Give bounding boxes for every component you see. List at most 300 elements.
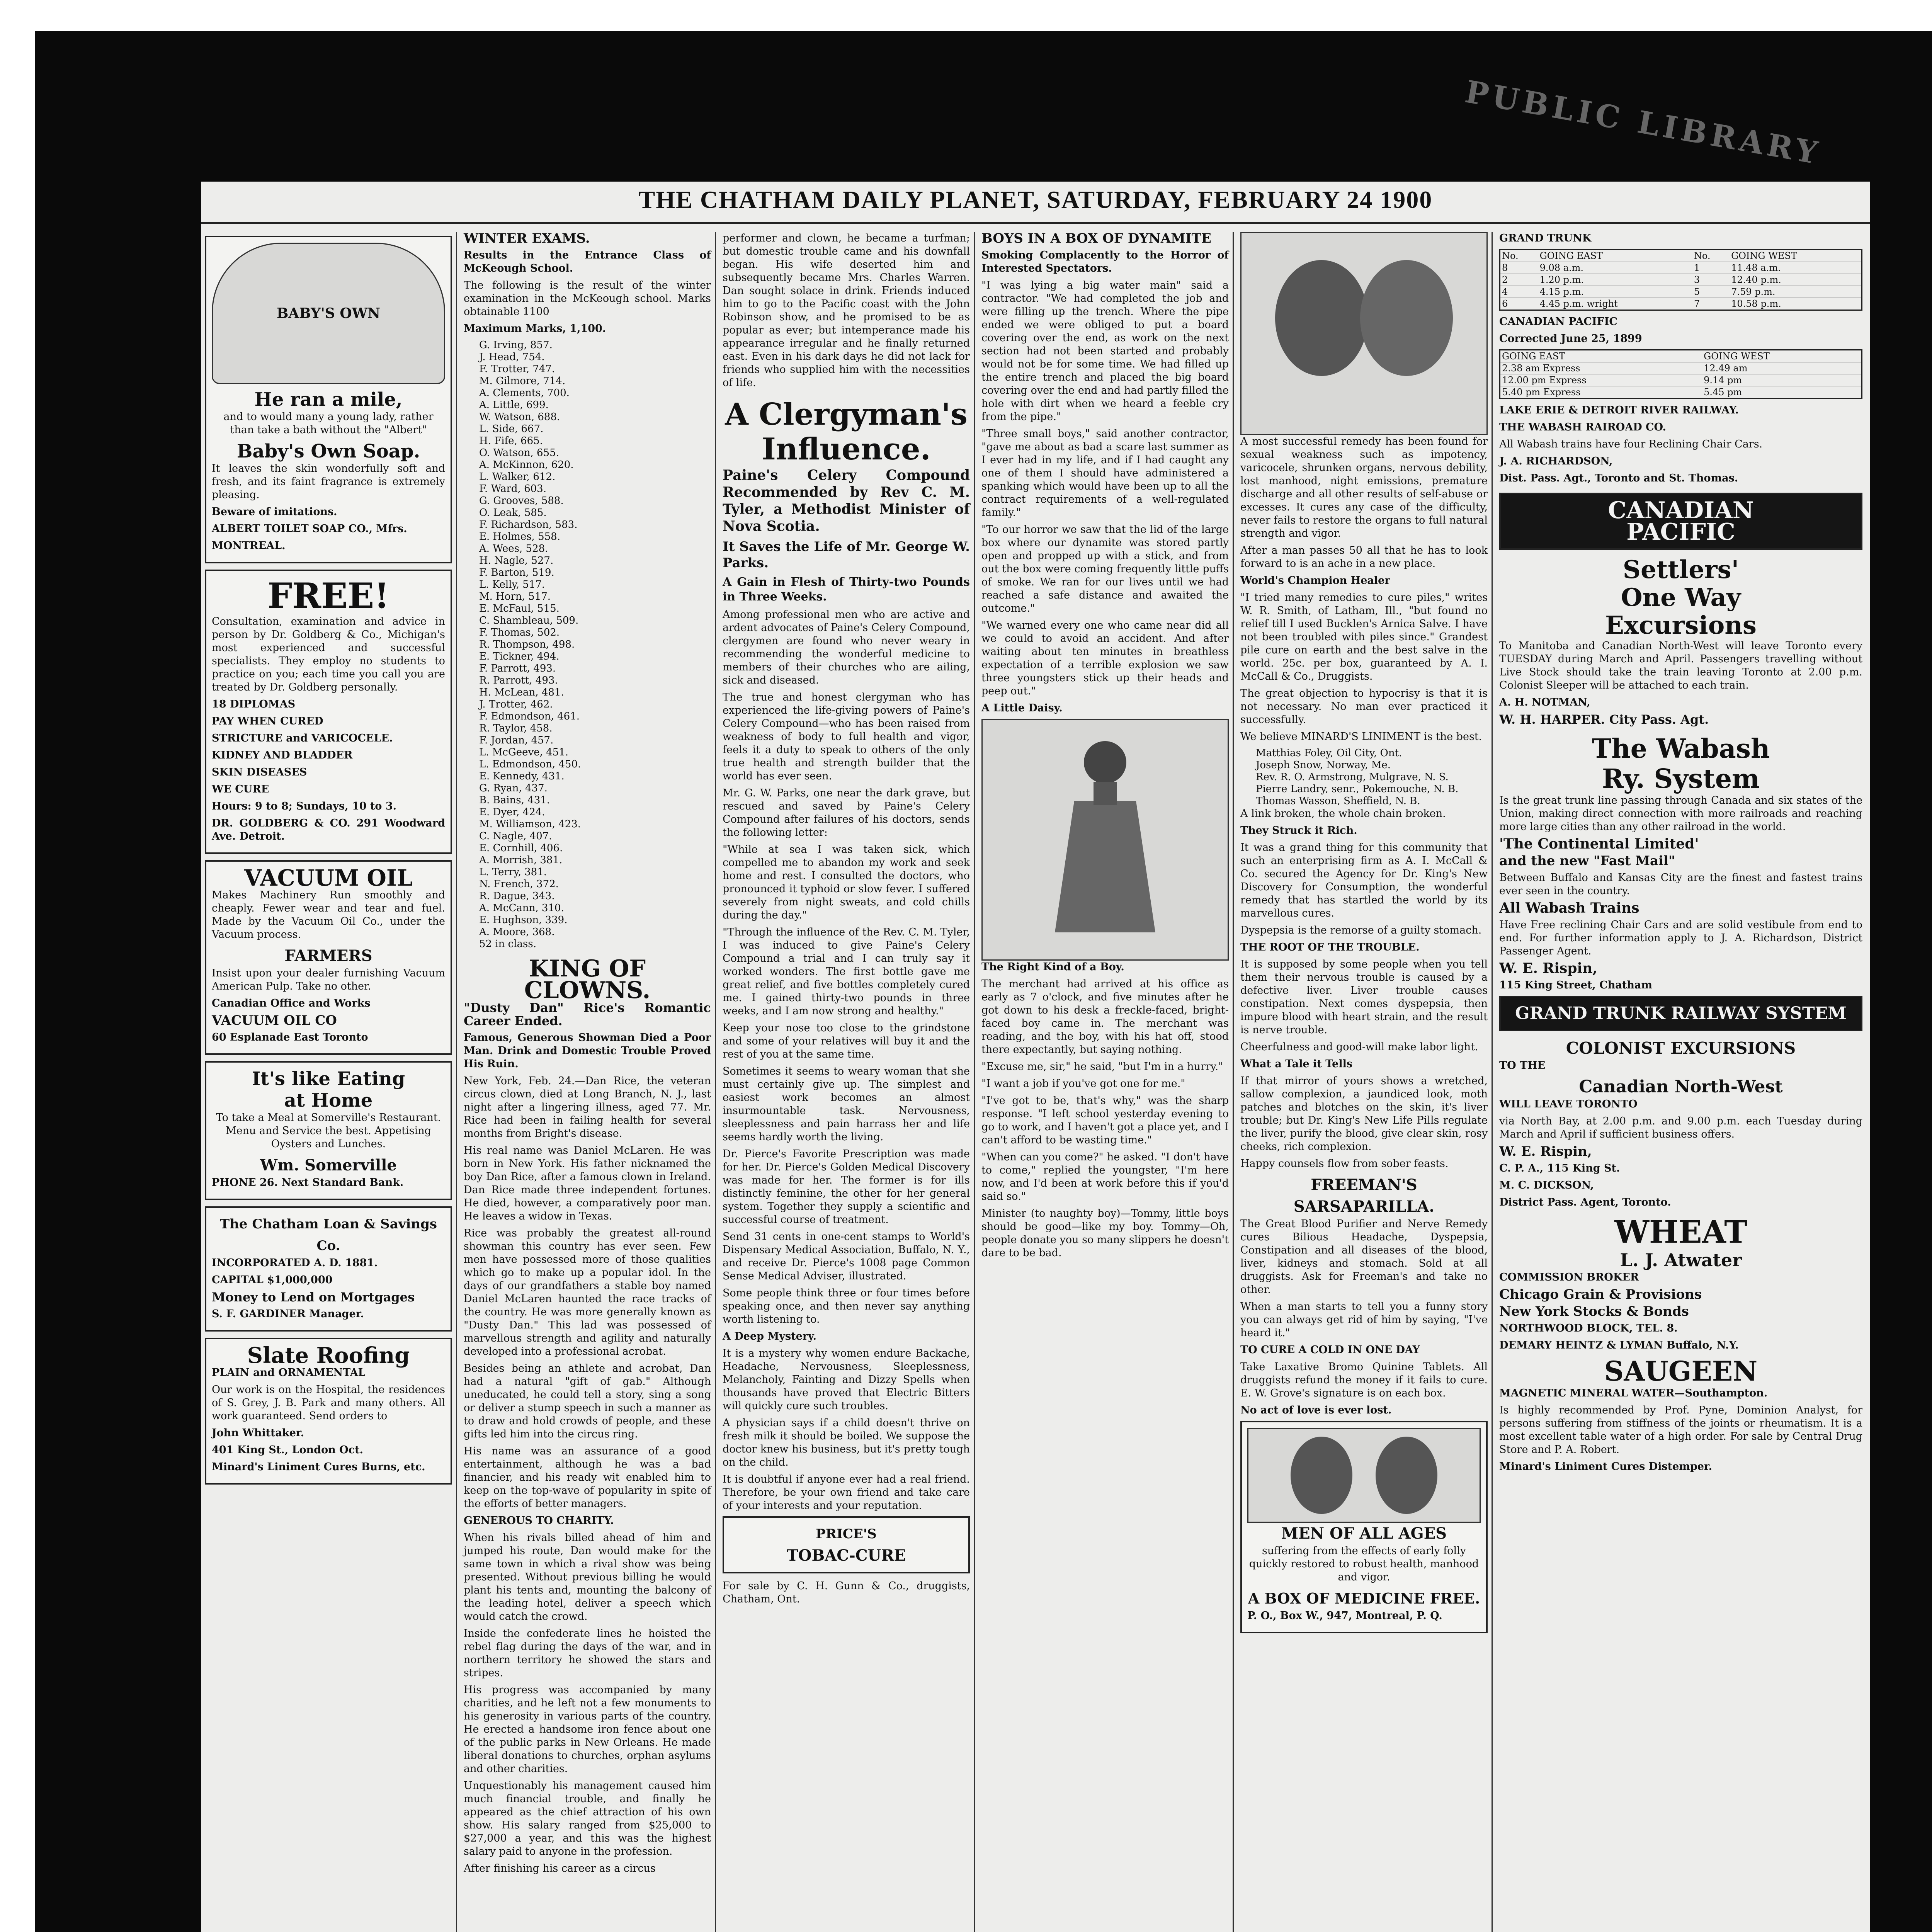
timetable-cell: 12.00 pm Express (1500, 374, 1702, 386)
eating-phone: PHONE 26. Next Standard Bank. (212, 1177, 404, 1189)
timetable-row (1500, 362, 1862, 374)
timetable-row (1500, 374, 1862, 386)
boy-caption: The Right Kind of a Boy. (981, 961, 1124, 973)
clowns-generous: GENEROUS TO CHARITY. (464, 1515, 614, 1527)
grain: Chicago Grain & Provisions (1499, 1287, 1702, 1302)
free-headline: FREE! (267, 575, 389, 616)
clergy-sub2: It Saves the Life of Mr. George W. Parks. (723, 539, 970, 571)
stocks: New York Stocks & Bonds (1499, 1304, 1689, 1319)
men-heads-icon (1267, 1433, 1461, 1518)
timetable-cell: 2 (1500, 274, 1538, 286)
settlers-body: To Manitoba and Canadian North-West will leave Toronto every TUESDAY during March and April. Passengers travelling without Live Stock should take the train leaving Toronto at 2.00 p.m. Colonist Sleeper will be attached to each train. (1499, 640, 1862, 691)
timetable-cell: GOING EAST (1500, 350, 1702, 362)
loan-sign: S. F. GARDINER Manager. (212, 1308, 364, 1320)
timetable-cell: 5.45 pm (1702, 386, 1862, 399)
exam-result-item: L. McGeeve, 451. (479, 747, 569, 758)
clowns-p2: His real name was Daniel McLaren. He was born in New York. His father nicknamed the boy Dan Rice, after a famous clown in Ireland. Dan Rice made three independent fortunes. He died, however, a comparatively poor man. He leaves a widow in Texas. (464, 1145, 711, 1222)
exam-result-item: M. Gilmore, 714. (479, 375, 566, 387)
column-rule (715, 232, 716, 1932)
remedy-p12: Happy counsels flow from sober feasts. (1240, 1158, 1449, 1170)
exam-result-item: F. Edmondson, 461. (479, 711, 580, 722)
exam-result-item: L. Edmondson, 450. (479, 759, 581, 770)
library-stamp: PUBLIC LIBRARY (1463, 73, 1825, 172)
slate-title: Slate Roofing (247, 1343, 410, 1368)
timetable-cell: No. (1500, 250, 1538, 262)
rispin-addr: 115 King Street, Chatham (1499, 979, 1652, 991)
timetable-row (1500, 350, 1862, 362)
clowns-p1: New York, Feb. 24.—Dan Rice, the veteran circus clown, died at Long Branch, N. J., last night after a lingering illness, aged 77. Mr. Rice had been in failing health for several months from Bright's disease. (464, 1075, 711, 1139)
loan-incorp: INCORPORATED A. D. 1881. (212, 1257, 378, 1269)
dickson: M. C. DICKSON, (1499, 1179, 1594, 1191)
girl-illustration (981, 719, 1229, 961)
eating-title1: It's like Eating (252, 1068, 405, 1090)
dynamite-title: BOYS IN A BOX OF DYNAMITE (981, 231, 1211, 246)
baby-product: Baby's Own Soap. (236, 440, 420, 462)
exam-result-item: M. Williamson, 423. (479, 818, 581, 830)
testimonial-name: Pierre Landry, senr., Pokemouche, N. B. (1256, 783, 1459, 795)
column-remedies (1240, 232, 1488, 1932)
magnetic: MAGNETIC MINERAL WATER—Southampton. (1499, 1387, 1768, 1399)
exam-result-item: F. Parrott, 493. (479, 663, 556, 674)
remedy-p10: Cheerfulness and good-will make labor light. (1240, 1041, 1478, 1053)
exam-result-item: E. Kennedy, 431. (479, 770, 565, 782)
tale-title: What a Tale it Tells (1240, 1058, 1353, 1070)
timetable-cell: No. (1692, 250, 1730, 262)
struck-p7: It was a grand thing for this community that such an enterprising firm as A. I. McCall & Co. secured the Agency for Dr. King's New Discovery for Consumption, the wonderful remedy that has startled the world by its marvellous cures. (1240, 842, 1488, 919)
minard-p5: We believe MINARD'S LINIMENT is the best. (1240, 731, 1482, 743)
baby-maker: ALBERT TOILET SOAP CO., Mfrs. (212, 523, 407, 535)
exam-result-item: C. Nagle, 407. (479, 830, 552, 842)
timetable-cell: 7 (1692, 298, 1730, 310)
testimonial-name: Rev. R. O. Armstrong, Mulgrave, N. S. (1256, 771, 1449, 783)
timetable-cell: GOING EAST (1538, 250, 1692, 262)
exam-result-item: E. McFaul, 515. (479, 603, 560, 614)
rispin2b: C. P. A., 115 King St. (1499, 1162, 1620, 1174)
richardson2: Dist. Pass. Agt., Toronto and St. Thomas. (1499, 472, 1738, 484)
men-free: A BOX OF MEDICINE FREE. (1248, 1590, 1480, 1607)
exam-result-item: G. Grooves, 588. (479, 495, 564, 507)
baby-beware: Beware of imitations. (212, 506, 337, 518)
column-exams-clowns (464, 232, 711, 1932)
timetable-row (1500, 262, 1862, 274)
continental-limited: 'The Continental Limited' (1499, 836, 1699, 852)
clowns-p7: Inside the confederate lines he hoisted the rebel flag during the days of the war, and in northern territory he showed the stars and stripes. (464, 1628, 711, 1679)
exam-result-item: H. Nagle, 527. (479, 555, 554, 566)
exam-result-item: A. Morrish, 381. (479, 854, 563, 866)
clergy-p10: Some people think three or four times before speaking once, and then never say anything worth listening to. (723, 1287, 970, 1325)
timetable-cell: 7.59 p.m. (1730, 286, 1862, 298)
column-ads-left (205, 232, 452, 1932)
clowns-p3: Rice was probably the greatest all-round showman this country has ever seen. Few men have possessed more of those qualities which go to make up a popular idol. In the days of our grandfathers a stable boy named Daniel McLaren haunted the race tracks of the country. He was more generally known as "Dusty Dan." This lad was possessed of marvellous strength and agility and naturally developed into a professional acrobat. (464, 1227, 711, 1357)
exam-result-item: O. Watson, 655. (479, 447, 559, 459)
column-rule (1233, 232, 1234, 1932)
vacuum-line2: Insist upon your dealer furnishing Vacuum American Pulp. Take no other. (212, 967, 445, 992)
northwood: NORTHWOOD BLOCK, TEL. 8. (1499, 1322, 1678, 1334)
dynamite-p3: "To our horror we saw that the lid of the large box where our dynamite was stored partly open and propped up with a stick, and from out the box were coming frequently little puffs of smoke. We ran for our lives until we had reached a safe distance and awaited the outcome." (981, 524, 1229, 614)
newspaper-page (201, 73, 1870, 1932)
daisy-title: A Little Daisy. (981, 702, 1063, 714)
wheat-title: WHEAT (1614, 1214, 1747, 1250)
clergy-p6: Keep your nose too close to the grindstone and some of your relatives will buy it and the rest of you at the same time. (723, 1022, 970, 1060)
exam-result-item: 52 in class. (479, 938, 537, 950)
timetable-cell: 6 (1500, 298, 1538, 310)
exam-result-item: W. Watson, 688. (479, 411, 560, 423)
cold-p15: Take Laxative Bromo Quinine Tablets. All druggists refund the money if it fails to cure. E. W. Grove's signature is on each box. (1240, 1361, 1488, 1399)
mystery-p12: A physician says if a child doesn't thrive on fresh milk it should be boiled. We suppose the doctor knew his business, but it's pretty tough on the child. (723, 1417, 970, 1468)
slate-addr: 401 King St., London Oct. (212, 1444, 363, 1456)
timetable-cell: 11.48 a.m. (1730, 262, 1862, 274)
baby-body: and to would many a young lady, rather than take a bath without the "Albert" (223, 411, 434, 436)
rispin: W. E. Rispin, (1499, 960, 1597, 976)
buffalo: DEMARY HEINTZ & LYMAN Buffalo, N.Y. (1499, 1339, 1739, 1351)
clowns-sub2: Famous, Generous Showman Died a Poor Man. Drink and Domestic Trouble Proved His Ruin. (464, 1032, 711, 1070)
timetable-cell: 1 (1692, 262, 1730, 274)
exam-result-item: M. Horn, 517. (479, 591, 551, 602)
exam-result-item: F. Trotter, 747. (479, 363, 555, 375)
northwest-sub: WILL LEAVE TORONTO (1499, 1098, 1638, 1110)
loan-title: The Chatham Loan & Savings Co. (219, 1216, 437, 1253)
rispin2: W. E. Rispin, (1499, 1144, 1592, 1159)
loan-capital (212, 1274, 445, 1287)
men-title: MEN OF ALL AGES (1281, 1524, 1447, 1543)
wabash-title2: Ry. System (1602, 764, 1760, 794)
exam-result-item: J. Head, 754. (479, 351, 545, 363)
tobac-cure-ad (723, 1516, 970, 1573)
remedy-p8: Dyspepsia is the remorse of a guilty stomach. (1240, 924, 1482, 936)
clowns-p4: Besides being an athlete and acrobat, Dan had a natural "gift of gab." Although uneducated, he could tell a story, sing a song or deliver a stump speech in such a manner as to draw and hold crowds of people, and these gifts led him into the circus ring. (464, 1362, 711, 1440)
timetable-cell: 5 (1692, 286, 1730, 298)
loan-capital-value: $1,000,000 (267, 1274, 333, 1286)
free-skin: SKIN DISEASES (212, 766, 307, 778)
men-portrait (1247, 1428, 1481, 1523)
exam-result-item: A. Little, 699. (479, 399, 549, 411)
exam-result-item: G. Ryan, 437. (479, 782, 548, 794)
settlers-title2: One Way (1621, 583, 1741, 612)
exam-result-item: R. Parrott, 493. (479, 675, 558, 686)
boy-p8: "I've got to be, that's why," was the sharp response. "I left school yesterday evening to go to work, and I haven't got a place yet, and I can't afford to be wasting time." (981, 1095, 1229, 1146)
saugeen-title: SAUGEEN (1604, 1355, 1758, 1387)
slate-foot: Minard's Liniment Cures Burns, etc. (212, 1461, 425, 1473)
root-p9: It is supposed by some people when you tell them their nervous trouble is caused by a defective liver. Liver trouble causes constipation. Next comes dyspepsia, then impure blood with heart strain, and the result is nerve trouble. (1240, 958, 1488, 1036)
exam-result-item: L. Kelly, 517. (479, 579, 545, 590)
exam-result-item: L. Terry, 381. (479, 866, 547, 878)
column-rule (456, 232, 457, 1932)
vacuum-company: VACUUM OIL CO (212, 1013, 337, 1028)
free-stricture: STRICTURE and VARICOCELE. (212, 732, 393, 744)
clergy-p4: "While at sea I was taken sick, which compelled me to abandon my work and seek home and rest. I consulted the doctors, who pronounced it typhoid or slow fever. I suffered severely from night sweats, and cold chills during the day." (723, 844, 970, 921)
eating-name: Wm. Somerville (260, 1156, 397, 1174)
column-dynamite (981, 232, 1229, 1932)
timetable-cell: 9.08 a.m. (1538, 262, 1692, 274)
clowns-p9: Unquestionably his management caused him much financial trouble, and finally he appeared as the chief attraction of his own show. His salary ranged from $25,000 to $27,000 a year, and this was the highest salary paid to anyone in the profession. (464, 1780, 711, 1857)
men-ad (1240, 1421, 1488, 1633)
tobac-foot: For sale by C. H. Gunn & Co., druggists, Chatham, Ont. (723, 1580, 970, 1605)
clergy-p1: Among professional men who are active and ardent advocates of Paine's Celery Compound, clergymen are found who never weary in recommending the wonderful medicine to members of their churches who are ailing, sick and diseased. (723, 609, 970, 686)
exam-result-item: H. Fife, 665. (479, 435, 543, 447)
exam-result-item: G. Irving, 857. (479, 339, 553, 351)
slate-name: John Whittaker. (212, 1427, 304, 1439)
wabash-rr-title: THE WABASH RAIROAD CO. (1499, 421, 1666, 433)
gt2-title: GRAND TRUNK RAILWAY SYSTEM (1515, 1003, 1847, 1023)
free-wecure: WE CURE (212, 783, 269, 795)
notman: A. H. NOTMAN, (1499, 696, 1590, 708)
men-addr: P. O., Box W., 947, Montreal, P. Q. (1247, 1610, 1442, 1622)
exam-result-item: E. Holmes, 558. (479, 531, 560, 543)
tobac-title1: PRICE'S (816, 1526, 877, 1542)
cp-banner-2: PACIFIC (1626, 519, 1735, 546)
mystery-p13: It is doubtful if anyone ever had a real friend. Therefore, be your own friend and take care of your interests and your reputation. (723, 1473, 970, 1512)
loan-money: Money to Lend on Mortgages (212, 1290, 415, 1304)
atwater: L. J. Atwater (1620, 1250, 1742, 1270)
tale-p11: If that mirror of yours shows a wretched, sallow complexion, a jaundiced look, moth patches and blotches on the skin, it's liver trouble; but Dr. King's New Life Pills regulate the liver, purify the blood, give clear skin, rosy cheeks, rich complexion. (1240, 1075, 1488, 1153)
clowns-p8: His progress was accompanied by many charities, and he left not a few monuments to his generosity in various parts of the country. He erected a handsome iron fence about one of the public parks in New Orleans. He made liberal donations to churches, orphan asylums and other charities. (464, 1684, 711, 1775)
remedy-p16: No act of love is ever lost. (1240, 1404, 1392, 1416)
clergy-title2: Influence. (762, 432, 931, 467)
loan-capital-label: CAPITAL (212, 1274, 264, 1286)
mystery-p11: It is a mystery why women endure Backache, Headache, Nervousness, Sleeplessness, Melancholy, Fainting and Dizzy Spells when thousands have proved that Electric Bitters will quickly cure such troubles. (723, 1347, 970, 1412)
remedy-p2: After a man passes 50 all that he has to look forward to is an ache in a new place. (1240, 544, 1488, 570)
freeman-p13: The Great Blood Purifier and Nerve Remedy cures Bilious Headache, Dyspepsia, Constipation and all diseases of the blood, liver, kidneys and stomach. Sold at all druggists. Ask for Freeman's and take no other. (1240, 1218, 1488, 1296)
clergy-sub1: Paine's Celery Compound Recommended by Rev C. M. Tyler, a Methodist Minister of Nova Scotia. (723, 467, 970, 534)
exam-result-item: A. McCann, 310. (479, 902, 564, 914)
richardson: J. A. RICHARDSON, (1499, 455, 1613, 467)
vacuum-office: Canadian Office and Works (212, 997, 371, 1009)
timetable-row (1500, 298, 1862, 310)
dynamite-p4: "We warned every one who came near did all we could to avoid an accident. And after waiting about ten minutes in breathless expectation of a terrible explosion we saw three youngsters stick up their heads and peep out." (981, 619, 1229, 697)
slate-sub: PLAIN and ORNAMENTAL (212, 1367, 366, 1379)
remedy-p14: When a man starts to tell you a funny story you can always get rid of him by saying, "I've heard it." (1240, 1301, 1488, 1339)
boy-p9: "When can you come?" he asked. "I don't have to come," replied the youngster, "I'm here now, and I'd been at work before this if you'd said so." (981, 1151, 1229, 1202)
masthead: THE CHATHAM DAILY PLANET, SATURDAY, FEBRUARY 24 1900 (638, 186, 1433, 213)
exam-result-item: B. Bains, 431. (479, 794, 550, 806)
masthead-rule (201, 222, 1870, 224)
exam-result-item: R. Thompson, 498. (479, 639, 575, 650)
saugeen-body: Is highly recommended by Prof. Pyne, Dominion Analyst, for persons suffering from stiffness of the joints or rheumatism. It is a most excellent table water of a high order. For sale by Central Drug Store and P. A. Robert. (1499, 1404, 1862, 1456)
timetable-row (1500, 286, 1862, 298)
cp-banner-1: CANADIAN (1608, 497, 1754, 524)
timetable-row (1500, 274, 1862, 286)
tobac-text (730, 1523, 963, 1566)
colonist-title: COLONIST EXCURSIONS (1566, 1039, 1796, 1058)
exam-result-item: E. Cornhill, 406. (479, 842, 563, 854)
baby-soap-ad (205, 236, 452, 563)
baby-city: MONTREAL. (212, 540, 286, 552)
free-hours: Hours: 9 to 8; Sundays, 10 to 3. (212, 800, 397, 812)
clergy-p9: Send 31 cents in one-cent stamps to World's Dispensary Medical Association, Buffalo, N. Y., and receive Dr. Pierce's 1008 page Common Sense Medical Adviser, illustrated. (723, 1231, 970, 1282)
exam-result-item: O. Leak, 585. (479, 507, 547, 519)
dynamite-p2: "Three small boys," said another contractor, "gave me about as bad a scare last summer as I ever had in my life, and if I had caught any one of them I should have administered a spanking which would have been up to all the contract requirements of a well-regulated family." (981, 428, 1229, 519)
exam-result-item: R. Taylor, 458. (479, 723, 553, 734)
slate-body: Our work is on the Hospital, the residences of S. Grey, J. B. Park and many others. All work guaranteed. Send orders to (212, 1384, 445, 1422)
timetable-cell: 3 (1692, 274, 1730, 286)
exam-result-item: J. Trotter, 462. (479, 699, 553, 710)
clergy-p2: The true and honest clergyman who has experienced the life-giving powers of Paine's Celery Compound—who has been raised from weakness of body to full health and vigor, feels it a duty to speak to others of the only true health and strength builder that the world has ever seen. (723, 691, 970, 782)
baby-illustration (212, 243, 445, 384)
timetable-cell: 4.45 p.m. wright (1538, 298, 1692, 310)
vacuum-address: 60 Esplanade East Toronto (212, 1031, 368, 1043)
exam-result-item: F. Jordan, 457. (479, 735, 554, 746)
fast-mail: and the new "Fast Mail" (1499, 853, 1675, 869)
commission: COMMISSION BROKER (1499, 1271, 1639, 1283)
freeman-title2: SARSAPARILLA. (1293, 1197, 1435, 1216)
root-title: THE ROOT OF THE TROUBLE. (1240, 941, 1420, 953)
vacuum-farmers: FARMERS (284, 947, 372, 965)
vacuum-title: VACUUM OIL (244, 865, 413, 891)
clergy-title1: A Clergyman's (725, 397, 968, 432)
exam-result-item: L. Walker, 612. (479, 471, 556, 483)
northwest-title: Canadian North-West (1579, 1077, 1783, 1097)
exam-result-item: A. Clements, 700. (479, 387, 570, 399)
clergy-p5: "Through the influence of the Rev. C. M. Tyler, I was induced to give Paine's Celery Compound a trial and I can truly say it worked wonders. The first bottle gave me great relief, and five bottles completely cured me. I gained thirty-two pounds in three weeks, and I am now strong and healthy." (723, 926, 970, 1017)
exam-result-item: F. Ward, 603. (479, 483, 546, 495)
timetable-cell: GOING WEST (1730, 250, 1862, 262)
healer-title: World's Champion Healer (1240, 575, 1390, 587)
gt-title: GRAND TRUNK (1499, 232, 1592, 244)
col6-foot: Minard's Liniment Cures Distemper. (1499, 1461, 1713, 1473)
exams-title: WINTER EXAMS. (464, 231, 590, 246)
testimonial-name: Thomas Wasson, Sheffield, N. B. (1256, 795, 1420, 807)
timetable-cell: 12.40 p.m. (1730, 274, 1862, 286)
dynamite-p1: "I was lying a big water main" said a contractor. "We had completed the job and were filling up the trench. Where the pipe ended we were obliged to put a board covering over the end, as work on the next section had not been started and probably would not be for some time. We had filled up the entire trench and placed the big board covering over the end and had partly filled the hole with dirt when we heard a feeble cry from the pipe." (981, 279, 1229, 423)
timetable-cell: 4 (1500, 286, 1538, 298)
timetable-cell: 1.20 p.m. (1538, 274, 1692, 286)
remedy-p6: A link broken, the whole chain broken. (1240, 808, 1446, 820)
exam-results-list (464, 339, 711, 950)
exam-result-item: E. Tickner, 494. (479, 651, 560, 662)
wabash-title1: The Wabash (1592, 733, 1770, 764)
vacuum-oil-ad (205, 860, 452, 1055)
testimonial-name: Joseph Snow, Norway, Me. (1256, 759, 1391, 771)
eating-ad (205, 1061, 452, 1200)
timetable-cell: 12.49 am (1702, 362, 1862, 374)
dickson2: District Pass. Agent, Toronto. (1499, 1196, 1671, 1208)
timetable-cell: GOING WEST (1702, 350, 1862, 362)
cp-title: CANADIAN PACIFIC (1499, 316, 1617, 328)
remedy-p1: A most successful remedy has been found for sexual weakness such as impotency, varicocele, shrunken organs, nervous debility, lost manhood, night emissions, premature discharge and all other results of self-abuse or excesses. It cures any case of the difficulty, never fails to restore the organs to full natural strength and vigor. (1240, 435, 1488, 539)
free-ad (205, 570, 452, 854)
free-kidney: KIDNEY AND BLADDER (212, 749, 353, 761)
baby-headline: He ran a mile, (254, 389, 403, 410)
timetable-cell: 2.38 am Express (1500, 362, 1702, 374)
clergy-p8: Dr. Pierce's Favorite Prescription was made for her. Dr. Pierce's Golden Medical Discovery was made for her. The former is for ills distinctly feminine, the other for her general system. Together they supply a scientific and successful course of treatment. (723, 1148, 970, 1226)
colonist-to: TO THE (1499, 1060, 1546, 1071)
tobac-title2: TOBAC-CURE (786, 1546, 906, 1565)
exam-result-item: F. Thomas, 502. (479, 627, 560, 638)
settlers-title3: Excursions (1605, 611, 1757, 640)
exam-result-item: L. Side, 667. (479, 423, 544, 435)
men-sub: suffering from the effects of early folly quickly restored to robust health, manhood and vigor. (1249, 1545, 1479, 1583)
eating-title2: at Home (284, 1090, 373, 1111)
testimonial-name: Matthias Foley, Oil City, Ont. (1256, 747, 1402, 759)
timetable-cell: 5.40 pm Express (1500, 386, 1702, 399)
exam-result-item: A. Moore, 368. (479, 926, 555, 938)
column-rule (1492, 232, 1493, 1932)
exams-intro: The following is the result of the winter examination in the McKeough school. Marks obtainable 1100 (464, 279, 711, 318)
timetable-cell: 10.58 p.m. (1730, 298, 1862, 310)
grand-trunk-banner (1499, 996, 1862, 1031)
baby-desc: It leaves the skin wonderfully soft and fresh, and its faint fragrance is extremely pleasing. (212, 463, 445, 501)
exams-max: Maximum Marks, 1,100. (464, 323, 606, 335)
exams-sub: Results in the Entrance Class of McKeough School. (464, 249, 711, 274)
boy-p6: "Excuse me, sir," he said, "but I'm in a hurry." (981, 1061, 1223, 1073)
lake-title: LAKE ERIE & DETROIT RIVER RAILWAY. (1499, 404, 1739, 416)
clowns-p6: When his rivals billed ahead of him and jumped his route, Dan would make for the same town in which a rival show was being presented. Without previous billing he would plant his tents and, mounting the balcony of the leading hotel, deliver a speech which would catch the crowd. (464, 1532, 711, 1622)
remedy-p4: The great objection to hypocrisy is that it is not necessary. No man ever practiced it successfully. (1240, 687, 1488, 726)
exam-result-item: C. Shambleau, 509. (479, 615, 579, 626)
eating-body: To take a Meal at Somerville's Restaurant. Menu and Service the best. Appetising Oysters and Lunches. (216, 1112, 441, 1150)
exam-result-item: F. Barton, 519. (479, 567, 554, 578)
northwest-body: via North Bay, at 2.00 p.m. and 9.00 p.m. each Tuesday during March and April if sufficient business offers. (1499, 1115, 1862, 1140)
exam-result-item: R. Dague, 343. (479, 890, 555, 902)
exam-result-item: A. McKinnon, 620. (479, 459, 574, 471)
girl-figure-icon (1047, 731, 1163, 948)
two-men-portrait-icon (1256, 245, 1472, 422)
exam-result-item: A. Wees, 528. (479, 543, 548, 554)
freeman-title1: FREEMAN'S (1311, 1176, 1417, 1194)
clowns-p10: After finishing his career as a circus (464, 1862, 656, 1874)
wabash-note: All Wabash trains have four Reclining Chair Cars. (1499, 438, 1763, 450)
clergy-p7: Sometimes it seems to weary woman that she must certainly give up. The simplest and easiest work becomes an almost insurmountable task. Nervousness, sleeplessness and pain harrass her and life seems hardly worth the living. (723, 1065, 970, 1143)
clowns-sub: "Dusty Dan" Rice's Romantic Career Ended. (464, 1000, 711, 1028)
minard-names-list (1240, 747, 1488, 807)
exam-result-item: E. Hughson, 339. (479, 914, 568, 926)
baby-badge: BABY'S OWN (276, 305, 381, 321)
clowns-p5: His name was an assurance of a good entertainment, although he was a bad financier, and his ready wit enabled him to keep on the top-wave of popularity in spite of the efforts of better managers. (464, 1445, 711, 1510)
portrait-illustration (1240, 232, 1488, 435)
harper: W. H. HARPER. City Pass. Agt. (1499, 712, 1709, 727)
boy-p10: Minister (to naughty boy)—Tommy, little boys should be good—like my boy. Tommy—Oh, people donate you so many slippers he doesn't dare to be bad. (981, 1208, 1229, 1259)
all-wabash: All Wabash Trains (1499, 900, 1639, 916)
clowns-continued: performer and clown, he became a turfman; but domestic trouble came and his downfall began. His wife deserted him and subsequently became Mrs. Charles Warren. Dan sought solace in drink. Friends induced him to go to the Pacific coast with the John Robinson show, and he promised to be as popular as ever; but intemperance made his appearance irregular and he finally returned east. Even in his dark days he did not lack for friends who supplied him with the necessities of life. (723, 232, 970, 389)
exam-result-item: F. Richardson, 583. (479, 519, 578, 531)
canadian-pacific-banner (1499, 493, 1862, 550)
vacuum-line1: Makes Machinery Run smoothly and cheaply. Fewer wear and tear and fuel. Made by the Vacuum Oil Co., under the Vacuum process. (212, 889, 445, 940)
fast-body: Between Buffalo and Kansas City are the finest and fastest trains ever seen in the country. (1499, 872, 1862, 897)
wabash-body: Is the great trunk line passing through Canada and six states of the Union, making direct connection with more railroads and reaching more large cities than any other railroad in the world. (1499, 794, 1862, 833)
grand-trunk-timetable (1499, 249, 1862, 311)
all-wabash-body: Have Free reclining Chair Cars and are solid vestibule from end to end. For further information apply to J. A. Richardson, District Passenger Agent. (1499, 919, 1862, 957)
exam-result-item: H. McLean, 481. (479, 687, 564, 698)
timetable-cell: 4.15 p.m. (1538, 286, 1692, 298)
cp-date: Corrected June 25, 1899 (1499, 333, 1642, 345)
timetable-cell: 9.14 pm (1702, 374, 1862, 386)
healer-p3: "I tried many remedies to cure piles," writes W. R. Smith, of Latham, Ill., "but found no relief till I used Bucklen's Arnica Salve. I have not been troubled with piles since." Grandest pile cure on earth and the best salve in the world. 25c. per box, guaranteed by A. I. McCall & Co., Druggists. (1240, 592, 1488, 682)
boy-p7: "I want a job if you've got one for me." (981, 1078, 1185, 1090)
slate-ad (205, 1338, 452, 1485)
timetable-cell: 8 (1500, 262, 1538, 274)
mystery-title: A Deep Mystery. (723, 1330, 817, 1342)
clergy-sub3: A Gain in Flesh of Thirty-two Pounds in Three Weeks. (723, 575, 970, 604)
timetable-row (1500, 250, 1862, 262)
cp-timetable (1499, 349, 1862, 399)
dynamite-sub: Smoking Complacently to the Horror of Interested Spectators. (981, 249, 1229, 274)
boy-p5: The merchant had arrived at his office as early as 7 o'clock, and five minutes after he got down to his desk a freckle-faced, bright-faced boy came in. The merchant was reading, and the boy, with his hat off, stood there expectantly, but saying nothing. (981, 978, 1229, 1056)
loan-ad (205, 1206, 452, 1332)
struck-title: They Struck it Rich. (1240, 825, 1357, 837)
free-intro: Consultation, examination and advice in person by Dr. Goldberg & Co., Michigan's most experienced and successful specialists. They employ no students to practice on you; each time you call you are treated by Dr. Goldberg personally. (212, 616, 445, 693)
exam-result-item: E. Dyer, 424. (479, 806, 545, 818)
column-rule (974, 232, 975, 1932)
clowns-title: KING OF CLOWNS. (524, 955, 651, 1004)
settlers-title1: Settlers' (1622, 555, 1739, 584)
timetable-row (1500, 386, 1862, 399)
column-clergyman (723, 232, 970, 1932)
cold-title: TO CURE A COLD IN ONE DAY (1240, 1344, 1420, 1356)
exam-result-item: N. French, 372. (479, 878, 559, 890)
free-diplomas: 18 DIPLOMAS (212, 698, 296, 710)
clergy-p3: Mr. G. W. Parks, one near the dark grave, but rescued and saved by Paine's Celery Compound after failures of his doctors, sends the following letter: (723, 787, 970, 838)
free-sign: DR. GOLDBERG & CO. 291 Woodward Ave. Detroit. (212, 817, 445, 842)
